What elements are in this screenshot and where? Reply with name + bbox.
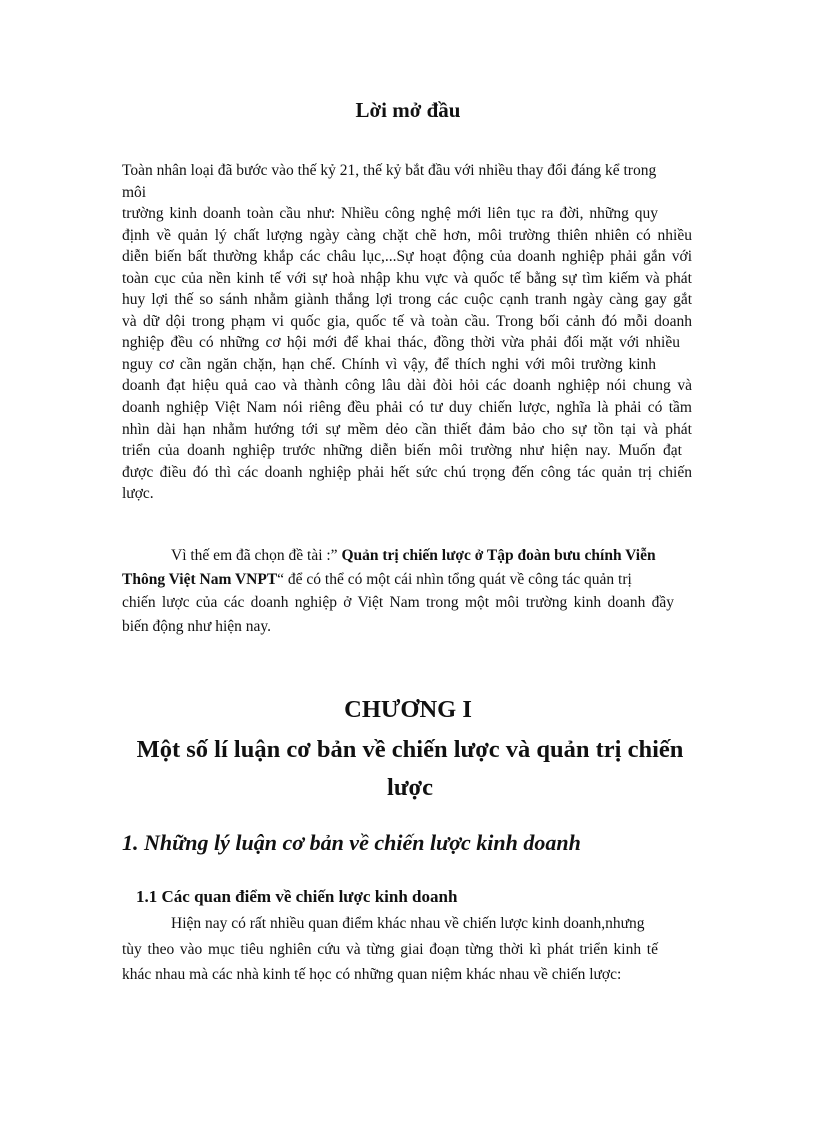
intro-line: toàn cục của nền kinh tế với sự hoà nhập khu vực và quốc tế bằng sự tìm kiếm và phát: [122, 269, 692, 287]
intro-line: nguy cơ cần ngăn chặn, hạn chế. Chính vì vậy, để thích nghi với môi trường kinh: [122, 355, 656, 373]
intro-paragraph: [122, 160, 692, 505]
intro-line: nghiệp đều có những cơ hội mới để khai thác, đồng thời vừa phải đối mặt với nhiều: [122, 334, 680, 352]
intro-line: và dữ dội trong phạm vi quốc gia, quốc tế và toàn cầu. Trong bối cảnh đó mỗi doanh: [122, 312, 692, 330]
intro-line: được điều đó thì các doanh nghiệp phải hết sức chú trọng đến công tác quản trị chiến: [122, 463, 692, 481]
intro-line: lược.: [122, 485, 154, 503]
subsection-heading: 1.1 Các quan điểm về chiến lược kinh doanh: [136, 887, 458, 906]
page-title: Lời mở đầu: [355, 98, 461, 122]
chapter-label: CHƯƠNG I: [344, 696, 472, 723]
intro-line: nhìn dài hạn nhằm hướng tới sự mềm dẻo cần thiết đảm bảo cho sự tồn tại và phát: [122, 420, 692, 438]
intro-line: huy lợi thế so sánh nhằm giành thắng lợi trong các cuộc cạnh tranh ngày càng gay gắt: [122, 291, 692, 309]
section-heading: 1. Những lý luận cơ bản về chiến lược kinh doanh: [122, 830, 581, 855]
intro-line: diễn biến bất thường khắp các châu lục,...Sự hoạt động của doanh nghiệp phải gắn với: [122, 248, 692, 266]
intro-line: trường kinh doanh toàn cầu như: Nhiều công nghệ mới liên tục ra đời, những quy: [122, 205, 658, 223]
intro-line: doanh nghiệp Việt Nam nói riêng đều phải có tư duy chiến lược, nghĩa là phải có tầm: [122, 399, 692, 417]
topic-title-part-2: Thông Việt Nam VNPT: [122, 570, 278, 588]
chapter-title: Một số lí luận cơ bản về chiến lược và quản trị chiến lược: [136, 736, 684, 801]
topic-line: chiến lược của các doanh nghiệp ở Việt Nam trong một môi trường kinh doanh đầy: [122, 594, 674, 611]
topic-line: biến động như hiện nay.: [122, 617, 272, 635]
topic-lead: Vì thế em đã chọn đề tài :”: [171, 547, 342, 564]
intro-line: doanh đạt hiệu quả cao và thành công lâu dài đòi hỏi các doanh nghiệp nói chung và: [122, 377, 692, 395]
concept-paragraph: [122, 911, 692, 988]
intro-line: Toàn nhân loại đã bước vào thế kỷ 21, thế kỷ bắt đầu với nhiều thay đổi đáng kể trong: [122, 162, 657, 179]
intro-line: môi: [122, 183, 147, 201]
topic-line: [122, 544, 692, 568]
concept-line: Hiện nay có rất nhiều quan điểm khác nhau về chiến lược kinh doanh,nhưng: [171, 915, 645, 932]
intro-line: triển của doanh nghiệp trước những diễn biến môi trường như hiện nay. Muốn đạt: [122, 442, 682, 460]
topic-title-part-1: Quản trị chiến lược ở Tập đoàn bưu chính Viễn: [341, 547, 656, 564]
topic-paragraph: [122, 544, 692, 638]
topic-tail: “ để có thể có một cái nhìn tổng quát về công tác quản trị: [277, 570, 632, 588]
intro-line: định về quản lý chất lượng ngày càng chặt chẽ hơn, môi trường thiên nhiên có nhiều: [122, 226, 692, 244]
concept-line: tùy theo vào mục tiêu nghiên cứu và từng giai đoạn từng thời kì phát triển kinh tế: [122, 940, 658, 958]
topic-line: [122, 568, 692, 592]
concept-line: khác nhau mà các nhà kinh tế học có những quan niệm khác nhau về chiến lược:: [122, 966, 622, 983]
